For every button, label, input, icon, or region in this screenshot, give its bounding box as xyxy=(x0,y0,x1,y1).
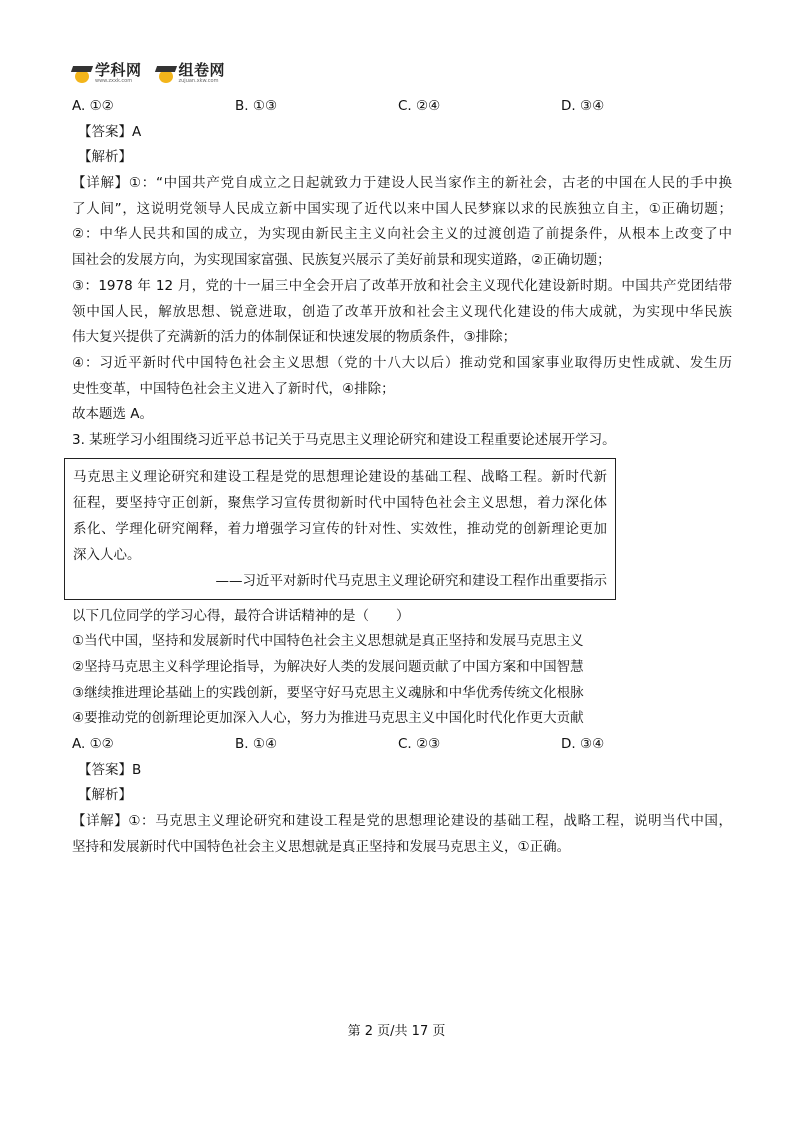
q2-detail-line: 【详解】①：“中国共产党自成立之日起就致力于建设人民当家作主的新社会，古老的中国在人民的手中换 xyxy=(72,175,732,192)
q2-detail-line: 领中国人民，解放思想、锐意进取，创造了改革开放和社会主义现代化建设的伟大成就，为实现中华民族 xyxy=(72,303,732,320)
option: B. ①③ xyxy=(235,98,278,114)
q2-detail-line: 故本题选 A。 xyxy=(72,406,154,423)
q2-detail-line: 了人间”，这说明党领导人民成立新中国实现了近代以来中国人民梦寐以求的民族独立自主，①正确切题； xyxy=(72,200,732,217)
header-logos xyxy=(72,60,239,86)
q2-detail-line: ②：中华人民共和国的成立，为实现由新民主主义向社会主义的过渡创造了前提条件，从根本上改变了中 xyxy=(72,226,732,243)
logo-xuekewang xyxy=(72,60,142,84)
logo-subtext: zujuan.xkw.com xyxy=(178,77,219,84)
q2-detail-line: ③：1978 年 12 月，党的十一届三中全会开启了改革开放和社会主义现代化建设新时期。中国共产党团结带 xyxy=(72,277,732,294)
quote-line: 征程，要坚持守正创新，聚焦学习宣传贯彻新时代中国特色社会主义思想，着力深化体 xyxy=(73,494,607,511)
option: D. ③④ xyxy=(561,736,605,753)
logo-subtext: www.zxxk.com xyxy=(95,77,133,84)
q3-statement: ②坚持马克思主义科学理论指导，为解决好人类的发展问题贡献了中国方案和中国智慧 xyxy=(72,659,584,675)
page-content xyxy=(72,94,732,861)
quote-line: 马克思主义理论研究和建设工程是党的思想理论建设的基础工程、战略工程。新时代新 xyxy=(73,468,607,485)
q3-statement: ①当代中国，坚持和发展新时代中国特色社会主义思想就是真正坚持和发展马克思主义 xyxy=(72,633,584,650)
q3-statement: ③继续推进理论基础上的实践创新，要坚守好马克思主义魂脉和中华优秀传统文化根脉 xyxy=(72,684,584,701)
q2-options xyxy=(72,94,732,120)
option: B. ①④ xyxy=(235,736,278,753)
q3-statement: ④要推动党的创新理论更加深入人心，努力为推进马克思主义中国化时代化作更大贡献 xyxy=(72,710,584,727)
graduate-cap-icon xyxy=(72,63,92,83)
option: A. ①② xyxy=(72,98,114,114)
graduate-cap-icon xyxy=(156,63,176,83)
logo-text: 学科网 xyxy=(95,60,142,79)
q3-question: 以下几位同学的学习心得，最符合讲话精神的是（ ） xyxy=(72,607,410,624)
option: D. ③④ xyxy=(561,98,605,114)
logo-zujuanwang xyxy=(156,60,226,84)
quote-line: 系化、学理化研究阐释，着力增强学习宣传的针对性、实效性，推动党的创新理论更加 xyxy=(73,520,607,537)
q3-detail-line: 坚持和发展新时代中国特色社会主义思想就是真正坚持和发展马克思主义，①正确。 xyxy=(72,838,571,855)
q2-answer: 【答案】A xyxy=(78,123,142,140)
q3-analysis-label: 【解析】 xyxy=(78,787,132,804)
option: C. ②④ xyxy=(398,98,441,114)
quote-line: 深入人心。 xyxy=(73,546,141,563)
option: A. ①② xyxy=(72,736,114,753)
q3-answer: 【答案】B xyxy=(78,761,142,778)
q3-options xyxy=(72,732,732,758)
quote-source: ——习近平对新时代马克思主义理论研究和建设工程作出重要指示 xyxy=(215,572,607,589)
q2-detail-line: ④：习近平新时代中国特色社会主义思想（党的十八大以后）推动党和国家事业取得历史性成就、发生历 xyxy=(72,354,732,371)
q3-quote-box xyxy=(64,458,616,600)
option: C. ②③ xyxy=(398,736,441,753)
q2-analysis-label: 【解析】 xyxy=(78,149,132,166)
q3-detail-line: 【详解】①：马克思主义理论研究和建设工程是党的思想理论建设的基础工程，战略工程，说明当代中国， xyxy=(72,813,732,830)
q3-stem: 3. 某班学习小组围绕习近平总书记关于马克思主义理论研究和建设工程重要论述展开学习。 xyxy=(72,431,616,448)
q2-detail-line: 国社会的发展方向，为实现国家富强、民族复兴展示了美好前景和现实道路，②正确切题； xyxy=(72,252,611,269)
q2-detail-line: 史性变革，中国特色社会主义进入了新时代，④排除； xyxy=(72,380,395,397)
logo-text: 组卷网 xyxy=(178,60,226,79)
q2-detail-line: 伟大复兴提供了充满新的活力的体制保证和快速发展的物质条件，③排除； xyxy=(72,329,517,346)
page-number: 第 2 页/共 17 页 xyxy=(347,1024,446,1039)
